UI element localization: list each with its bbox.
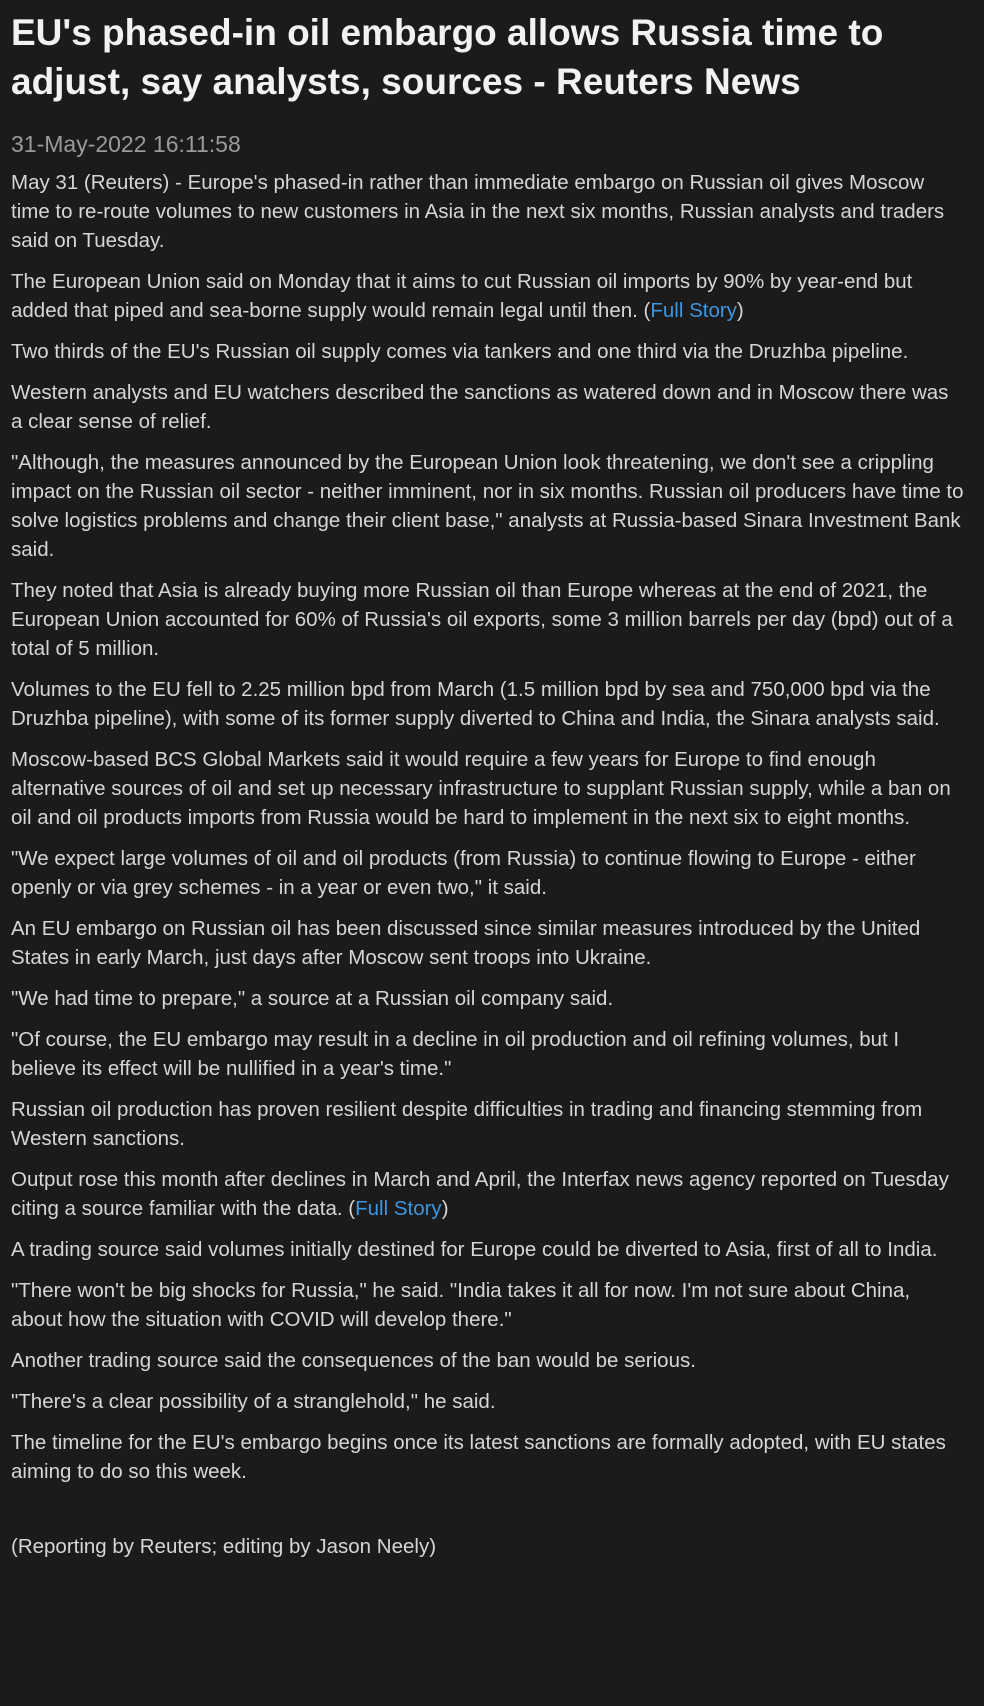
paragraph-text-end: ): [441, 1197, 449, 1220]
timestamp: 31-May-2022 16:11:58: [11, 131, 241, 157]
paragraph: Russian oil production has proven resilient despite difficulties in trading and financing stemming from Western sanctions.: [11, 1098, 923, 1150]
headline: EU's phased-in oil embargo allows Russia time to adjust, say analysts, sources - Reuters News: [11, 12, 884, 102]
article-body: [11, 168, 964, 1486]
paragraph: Another trading source said the consequences of the ban would be serious.: [11, 1349, 696, 1372]
paragraph: [11, 1165, 964, 1223]
paragraph-text: The European Union said on Monday that it aims to cut Russian oil imports by 90% by year-end but added that piped and sea-borne supply would remain legal until then. (: [11, 270, 913, 322]
paragraph: "There won't be big shocks for Russia," he said. "India takes it all for now. I'm not sure about China, about how the situation with COVID will develop there.": [11, 1279, 911, 1331]
paragraph: "Of course, the EU embargo may result in a decline in oil production and oil refining volumes, but I believe its effect will be nullified in a year's time.": [11, 1028, 900, 1080]
paragraph-text-end: ): [736, 299, 744, 322]
paragraph-text: Output rose this month after declines in March and April, the Interfax news agency reported on Tuesday citing a source familiar with the data. (: [11, 1168, 949, 1220]
paragraph: May 31 (Reuters) - Europe's phased-in rather than immediate embargo on Russian oil gives Moscow time to re-route volumes to new customers in Asia in the next six months, Russian analysts and traders said on Tuesday.: [11, 171, 945, 252]
paragraph: "We expect large volumes of oil and oil products (from Russia) to continue flowing to Europe - either openly or via grey schemes - in a year or even two," it said.: [11, 847, 916, 899]
paragraph: They noted that Asia is already buying more Russian oil than Europe whereas at the end of 2021, the European Union accounted for 60% of Russia's oil exports, some 3 million barrels per day (bpd) out of a total of 5 million.: [11, 579, 953, 660]
paragraph: "Although, the measures announced by the European Union look threatening, we don't see a crippling impact on the Russian oil sector - neither imminent, nor in six months. Russian oil producers have time to solve logistics problems and change their client base," analysts at Russia-based Sinara Investment Bank said.: [11, 451, 964, 561]
reporting-credit: (Reporting by Reuters; editing by Jason Neely): [11, 1535, 437, 1558]
paragraph: Moscow-based BCS Global Markets said it would require a few years for Europe to find enough alternative sources of oil and set up necessary infrastructure to supplant Russian supply, while a ban on oil and oil products imports from Russia would be hard to implement in the next six to eight months.: [11, 748, 951, 829]
paragraph: An EU embargo on Russian oil has been discussed since similar measures introduced by the United States in early March, just days after Moscow sent troops into Ukraine.: [11, 917, 921, 969]
paragraph: [11, 267, 964, 325]
paragraph: Western analysts and EU watchers described the sanctions as watered down and in Moscow there was a clear sense of relief.: [11, 381, 949, 433]
paragraph: Two thirds of the EU's Russian oil supply comes via tankers and one third via the Druzhba pipeline.: [11, 340, 909, 363]
paragraph: Volumes to the EU fell to 2.25 million bpd from March (1.5 million bpd by sea and 750,000 bpd via the Druzhba pipeline), with some of its former supply diverted to China and India, the Sinara analysts said.: [11, 678, 940, 730]
paragraph: "We had time to prepare," a source at a Russian oil company said.: [11, 987, 614, 1010]
full-story-link[interactable]: Full Story: [650, 299, 737, 322]
paragraph: "There's a clear possibility of a stranglehold," he said.: [11, 1390, 496, 1413]
paragraph: A trading source said volumes initially destined for Europe could be diverted to Asia, first of all to India.: [11, 1238, 938, 1261]
full-story-link[interactable]: Full Story: [355, 1197, 442, 1220]
paragraph: The timeline for the EU's embargo begins once its latest sanctions are formally adopted, with EU states aiming to do so this week.: [11, 1431, 946, 1483]
